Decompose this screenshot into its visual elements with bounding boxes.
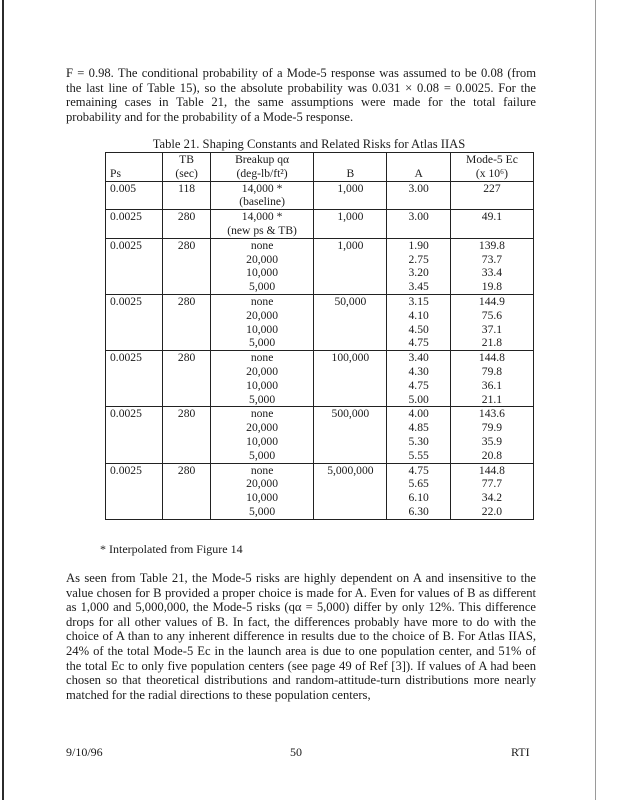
cell-tb: 280	[163, 351, 210, 407]
cell-tb: 280	[163, 463, 210, 519]
cell-b: 50,000	[314, 294, 387, 350]
shaping-constants-table	[105, 152, 534, 520]
footer-date: 9/10/96	[66, 745, 103, 759]
scan-edge-left	[2, 0, 4, 800]
cell-ps: 0.0025	[106, 294, 163, 350]
cell-ps: 0.0025	[106, 407, 163, 463]
table-row	[106, 407, 534, 463]
cell-b: 100,000	[314, 351, 387, 407]
cell-ps: 0.0025	[106, 210, 163, 239]
cell-a: 3.00	[387, 181, 450, 210]
cell-a: 3.15 4.10 4.50 4.75	[387, 294, 450, 350]
table-row	[106, 238, 534, 294]
table-row	[106, 463, 534, 519]
cell-mode5: 143.6 79.9 35.9 20.8	[450, 407, 533, 463]
cell-mode5: 139.8 73.7 33.4 19.8	[450, 238, 533, 294]
header-ps: Ps	[106, 153, 163, 182]
cell-mode5: 144.9 75.6 37.1 21.8	[450, 294, 533, 350]
cell-b: 500,000	[314, 407, 387, 463]
cell-ps: 0.0025	[106, 351, 163, 407]
header-tb: TB (sec)	[163, 153, 210, 182]
cell-breakup-qa: none 20,000 10,000 5,000	[210, 407, 314, 463]
intro-paragraph: F = 0.98. The conditional probability of a Mode-5 response was assumed to be 0.08 (from the last line of Table 15), so the absolute probability was 0.031 × 0.08 = 0.0025. For the remaining cases in Table 21, the same assumptions were made for the total failure probability and for the probability of a Mode-5 response.	[66, 66, 536, 124]
footer-organization: RTI	[511, 745, 530, 759]
cell-b: 1,000	[314, 210, 387, 239]
scan-edge-right	[595, 0, 596, 800]
table-body	[106, 181, 534, 519]
cell-breakup-qa: none 20,000 10,000 5,000	[210, 351, 314, 407]
cell-a: 4.75 5.65 6.10 6.30	[387, 463, 450, 519]
footer-page-number: 50	[290, 745, 302, 759]
cell-mode5: 144.8 77.7 34.2 22.0	[450, 463, 533, 519]
cell-a: 3.40 4.30 4.75 5.00	[387, 351, 450, 407]
analysis-paragraph: As seen from Table 21, the Mode-5 risks are highly dependent on A and insensitive to the value chosen for B provided a proper choice is made for A. Even for values of B as different as 1,000 and 5,000,000, the Mode-5 risks (qα = 5,000) differ by only 12%. This difference drops for all other values of B. In fact, the differences probably have more to do with the choice of A than to any inherent difference in results due to the choice of B. For Atlas IIAS, 24% of the total Mode-5 Ec in the launch area is due to one population center, and 51% of the total Ec to only five population centers (see page 49 of Ref [3]). If values of A had been chosen so that theoretical distributions and random-attitude-turn distributions more nearly matched for the radial directions to these population centers,	[66, 571, 536, 702]
cell-breakup-qa: 14,000 * (baseline)	[210, 181, 314, 210]
cell-breakup-qa: none 20,000 10,000 5,000	[210, 238, 314, 294]
cell-tb: 280	[163, 294, 210, 350]
cell-breakup-qa: none 20,000 10,000 5,000	[210, 463, 314, 519]
table-footnote: * Interpolated from Figure 14	[100, 542, 243, 556]
cell-ps: 0.0025	[106, 463, 163, 519]
header-a: A	[387, 153, 450, 182]
cell-a: 4.00 4.85 5.30 5.55	[387, 407, 450, 463]
table-row	[106, 294, 534, 350]
table-header-row	[106, 153, 534, 182]
cell-tb: 280	[163, 210, 210, 239]
header-mode5: Mode-5 Ec (x 10⁶)	[450, 153, 533, 182]
table-row	[106, 351, 534, 407]
cell-mode5: 144.8 79.8 36.1 21.1	[450, 351, 533, 407]
cell-a: 3.00	[387, 210, 450, 239]
header-breakup-qa: Breakup qα (deg-lb/ft²)	[210, 153, 314, 182]
cell-b: 1,000	[314, 238, 387, 294]
cell-mode5: 49.1	[450, 210, 533, 239]
cell-breakup-qa: none 20,000 10,000 5,000	[210, 294, 314, 350]
cell-tb: 118	[163, 181, 210, 210]
cell-a: 1.90 2.75 3.20 3.45	[387, 238, 450, 294]
cell-b: 5,000,000	[314, 463, 387, 519]
cell-b: 1,000	[314, 181, 387, 210]
cell-breakup-qa: 14,000 * (new ps & TB)	[210, 210, 314, 239]
table-row	[106, 210, 534, 239]
table-caption: Table 21. Shaping Constants and Related Risks for Atlas IIAS	[152, 137, 466, 151]
cell-tb: 280	[163, 407, 210, 463]
cell-ps: 0.0025	[106, 238, 163, 294]
cell-mode5: 227	[450, 181, 533, 210]
header-b: B	[314, 153, 387, 182]
cell-ps: 0.005	[106, 181, 163, 210]
table-row	[106, 181, 534, 210]
cell-tb: 280	[163, 238, 210, 294]
